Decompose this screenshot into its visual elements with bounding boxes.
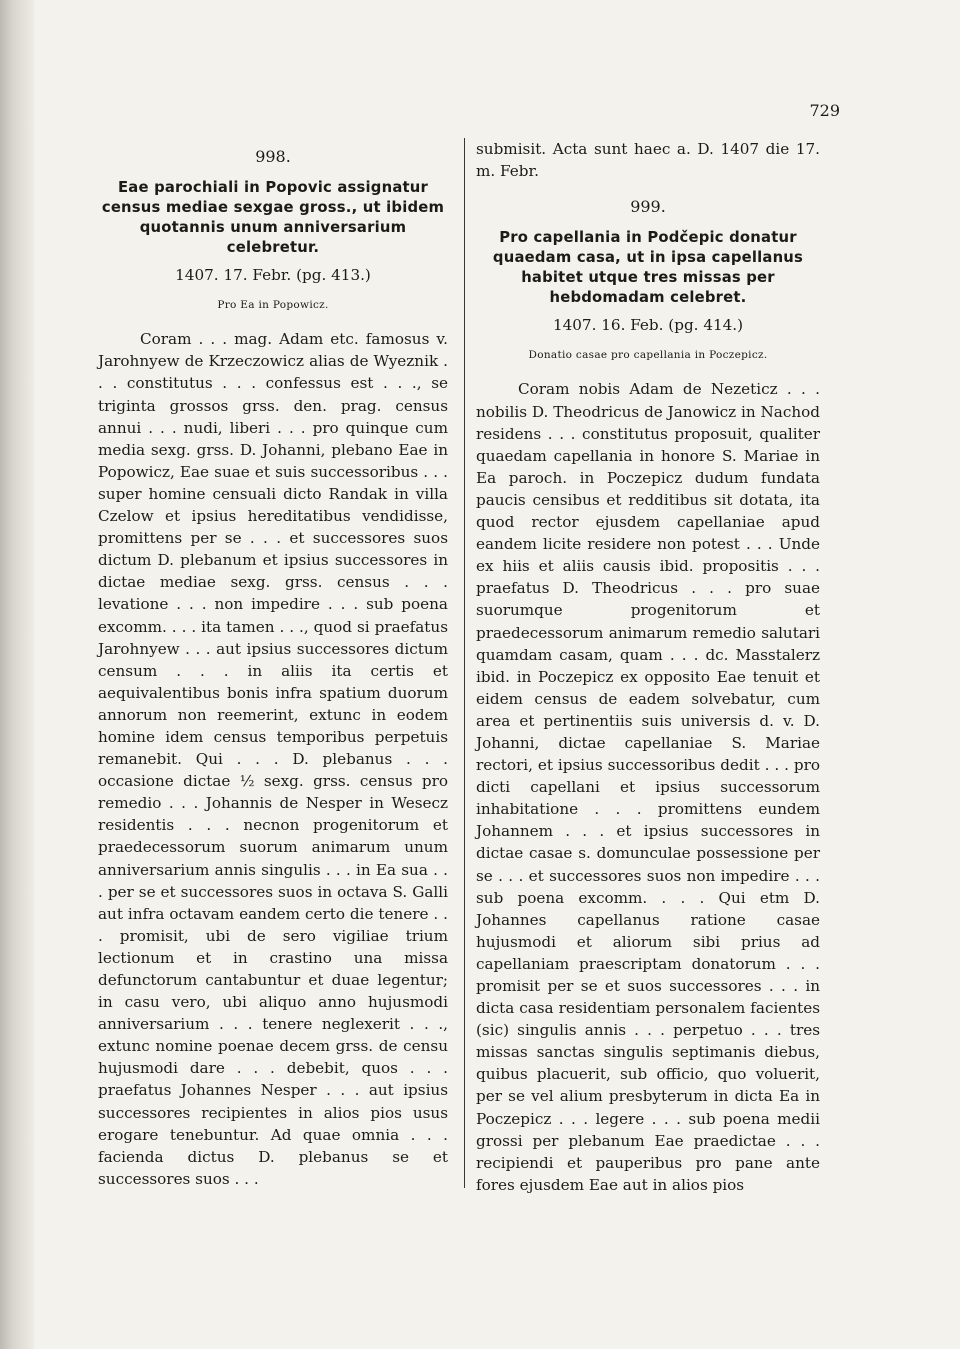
doc-date-999: 1407. 16. Feb. (pg. 414.) (552, 316, 744, 335)
doc-summary-999: Donatio casae pro capellania in Poczepicz. (528, 349, 768, 362)
doc-heading-999: Pro capellania in Podčepic donatur quaedam casa, ut in ipsa capellanus habitet utque tres missas per hebdomadam celebret. (492, 229, 804, 307)
page-number: 729 (809, 101, 840, 120)
right-column (476, 138, 820, 1196)
column-divider (464, 138, 465, 1188)
doc-summary-998: Pro Ea in Popowicz. (217, 299, 329, 312)
doc-heading-998: Eae parochiali in Popovic assignatur census mediae sexgae gross., ut ibidem quotannis unum anniversarium celebretur. (101, 179, 445, 257)
doc-text-999-content: Coram nobis Adam de Nezeticz . . . nobilis D. Theodricus de Janowicz in Nachod residens . . . constitutus proposuit, qualiter quaedam capellania in honore S. Mariae in Ea paroch. in Poczepicz dudum fundata paucis censibus et redditibus sit dotata, ita quod rector ejusdem capellaniae apud eandem licite residere non potest . . . Unde ex hiis et aliis causis ibid. propositis . . . praefatus D. Theodricus . . . pro suae suorumque progenitorum et praedecessorum animarum remedio salutari quamdam casam, quam . . . dc. Masstalerz ibid. in Poczepicz ex opposito Eae tenuit et eidem census de eadem solvebatur, cum area et pertinentiis suis universis d. v. D. Johanni, dictae capellaniae S. Mariae rectori, et ipsius successoribus dedit . . . pro dicti capellani et ipsius successorum inhabitatione . . . promittens eundem Johannem . . . et ipsius successores in dictae casae s. domunculae possessione per se . . . et successores suos non impedire . . . sub poena excomm. . . . Qui etm D. Johannes capellanus ratione casae hujusmodi et aliorum sibi prius ad capellaniam praescriptam donatorum . . . promisit per se et suos successores . . . in dicta casa residentiam personalem facientes (sic) singulis annis . . . perpetuo . . . tres missas sanctas singulis septimanis diebus, quibus placuerit, sub officio, quo voluerit, per se vel alium presbyterum in dicta Ea in Poczepicz . . . legere . . . sub poena medii grossi per plebanum Eae praedictae . . . recipiendi et pauperibus pro pane ante fores ejusdem Eae aut in alios pios (476, 380, 820, 1194)
doc-text-999 (476, 378, 820, 1195)
doc-continuation-998: submisit. Acta sunt haec a. D. 1407 die 17. m. Febr. (476, 140, 820, 181)
doc-number-999: 999. (630, 197, 666, 217)
scan-edge (0, 0, 34, 1349)
doc-text-998 (98, 328, 448, 1190)
left-column (98, 138, 448, 1190)
doc-text-998-content: Coram . . . mag. Adam etc. famosus v. Jarohnyew de Krzeczowicz alias de Wyeznik . . . constitutus . . . confessus est . . ., se triginta grossos grss. den. prag. census annui . . . nudi, liberi . . . pro quinque cum media sexg. grss. D. Johanni, plebano Eae in Popowicz, Eae suae et suis successoribus . . . super homine censuali dicto Randak in villa Czelow et ipsius hereditatibus vendidisse, promittens per se . . . et successores suos dictum D. plebanum et ipsius successores in dictae mediae sexg. grss. census . . . levatione . . . non impedire . . . sub poena excomm. . . . ita tamen . . ., quod si praefatus Jarohnyew . . . aut ipsius successores dictum censum . . . in aliis ita certis et aequivalentibus bonis infra spatium duorum annorum non reemerint, extunc in eodem homine idem census temporibus perpetuis remanebit. Qui . . . D. plebanus . . . occasione dictae ½ sexg. grss. census pro remedio . . . Johannis de Nesper in Wesecz residentis . . . necnon progenitorum et praedecessorum suorum animarum unum anniversarium annis singulis . . . in Ea sua . . . per se et successores suos in octava S. Galli aut infra octavam eandem certo die tenere . . . promisit, ubi de sero vigiliae trium lectionum et in crastino una missa defunctorum cantabuntur et duae legentur; in casu vero, ubi aliquo anno hujusmodi anniversarium . . . tenere neglexerit . . ., extunc nomine poenae decem grss. de censu hujusmodi dare . . . debebit, quos . . . praefatus Johannes Nesper . . . aut ipsius successores recipientes in alios pios usus erogare tenebuntur. Ad quae omnia . . . facienda dictus D. plebanus se et successores suos . . . (98, 330, 448, 1188)
doc-number-998: 998. (255, 147, 291, 166)
doc-date-998: 1407. 17. Febr. (pg. 413.) (175, 266, 371, 285)
